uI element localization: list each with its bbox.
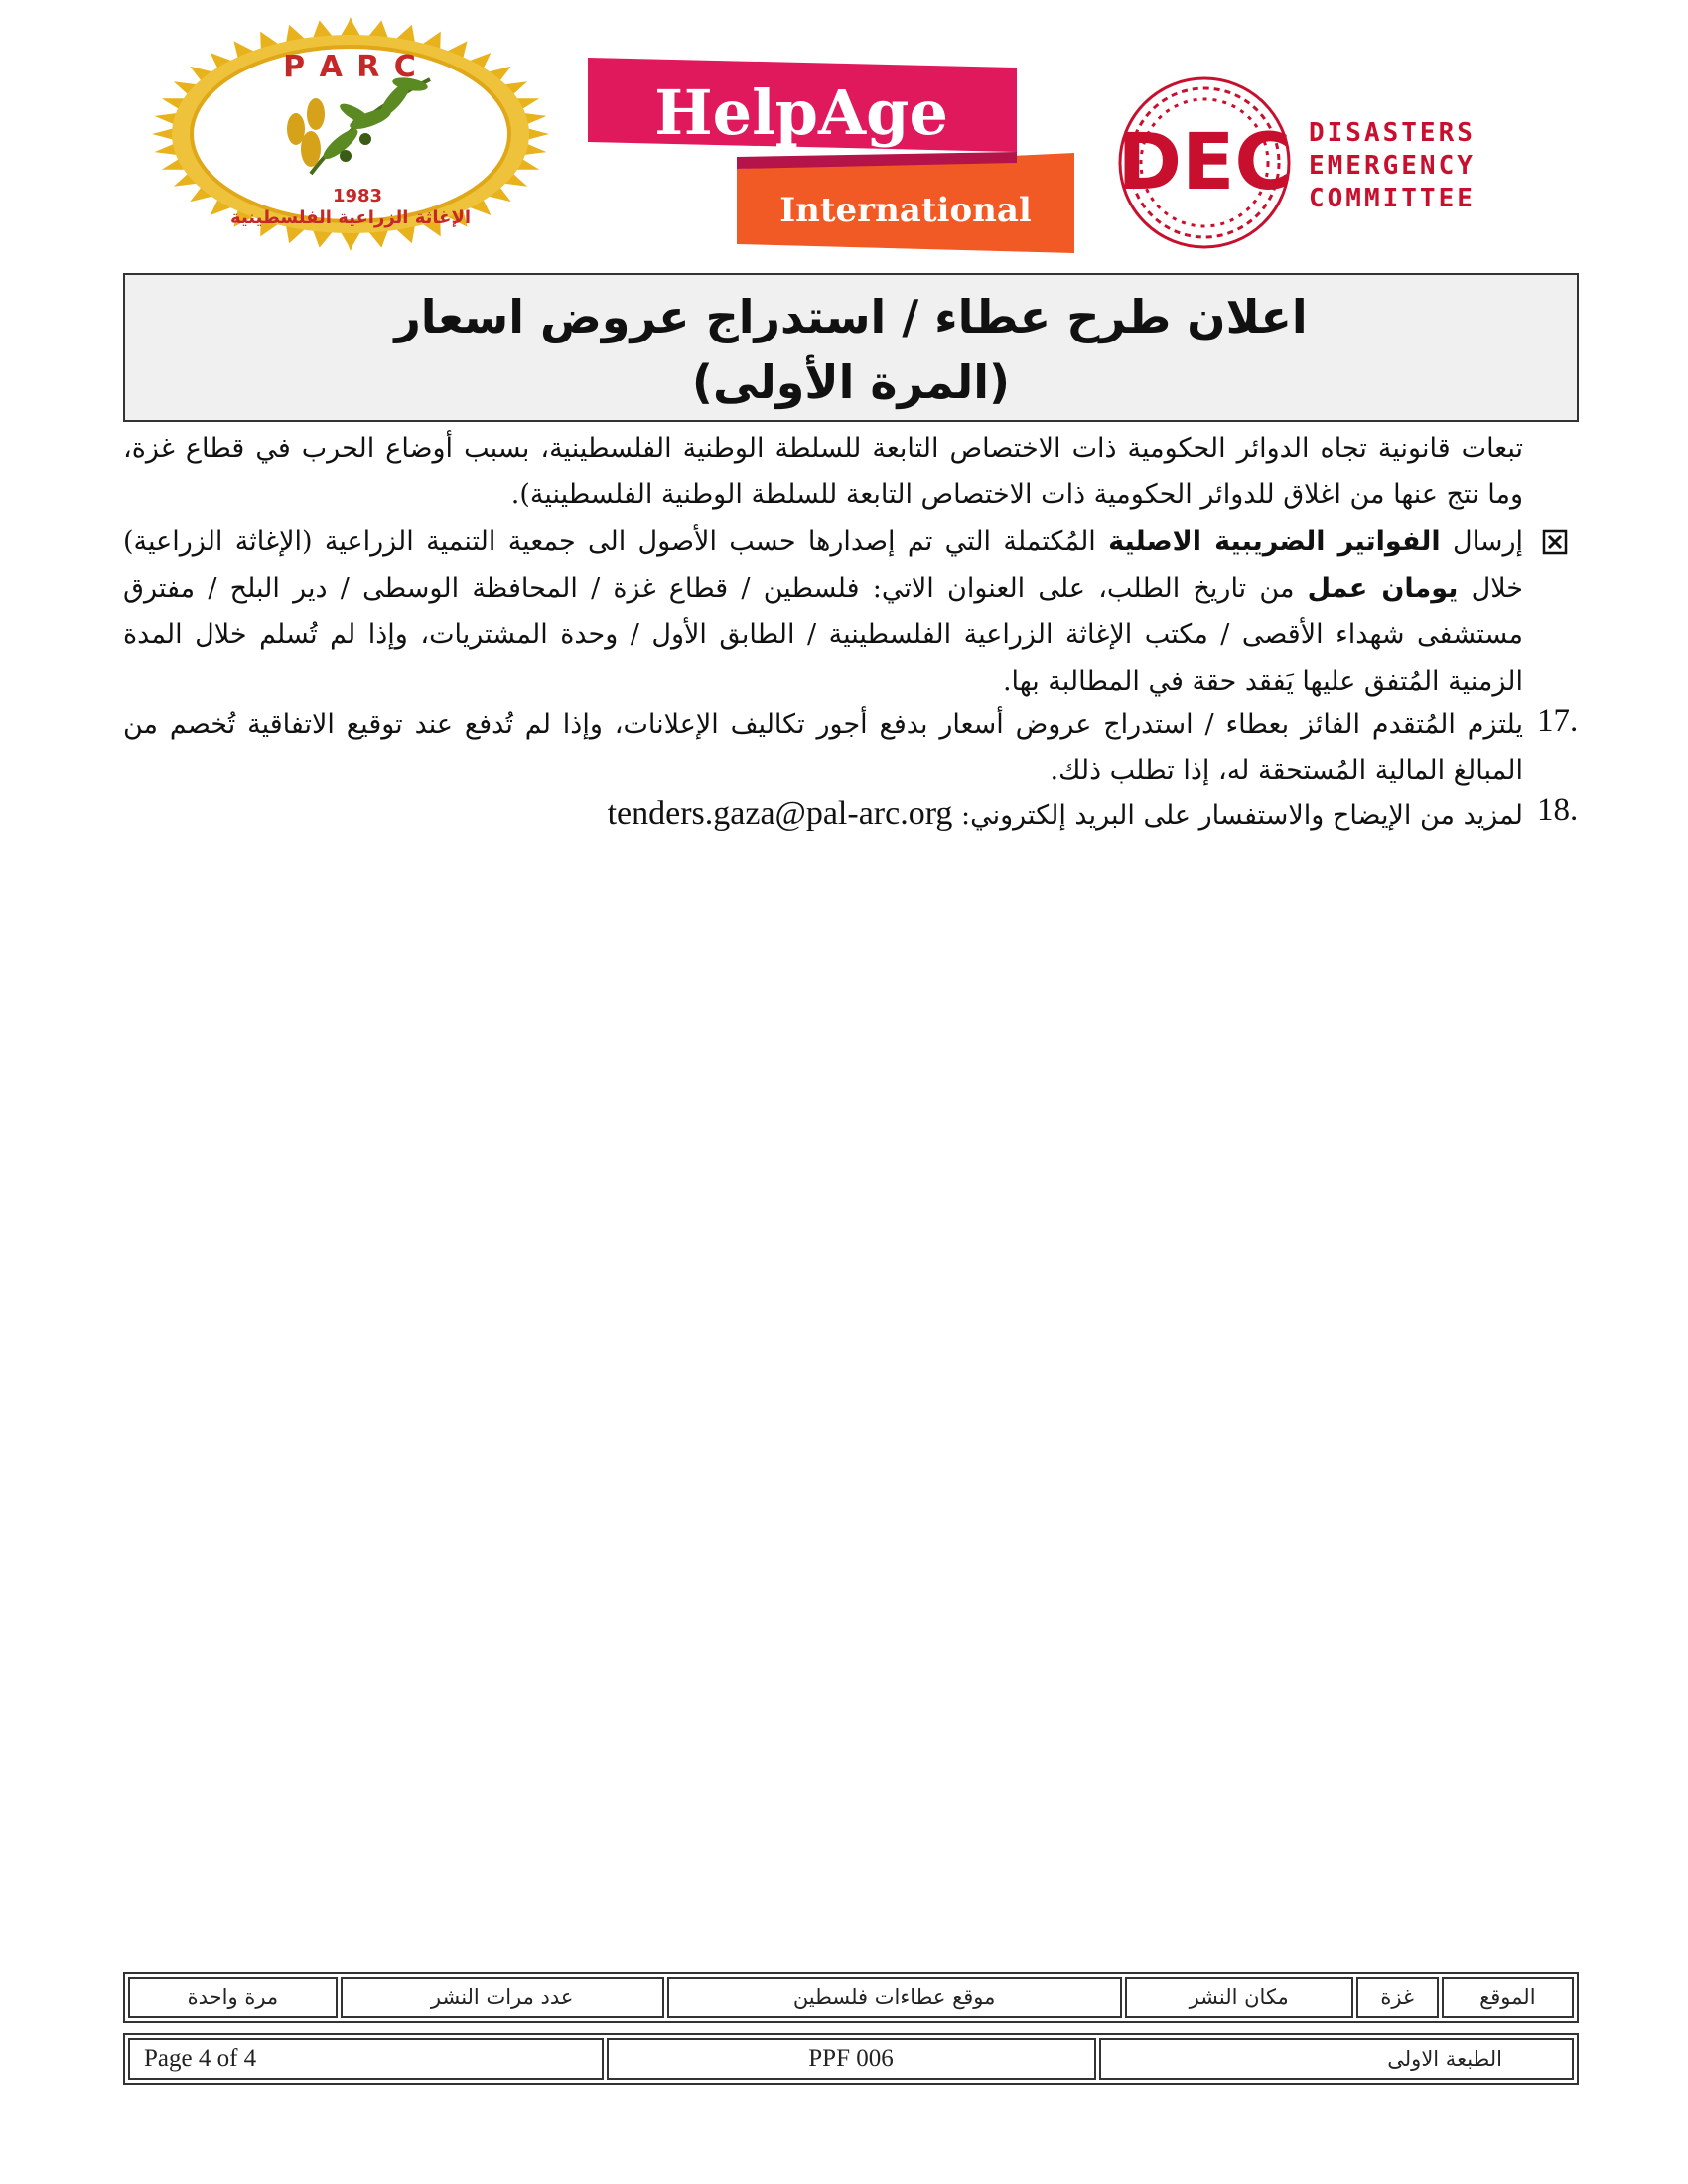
dec-logo-line1: DISASTERS (1309, 118, 1476, 148)
footer-info-table (123, 1972, 1579, 2023)
footer-cell-publish-count-value: مرة واحدة (128, 1977, 338, 2018)
parc-logo-text: P A R C (283, 50, 418, 84)
sun-ray (152, 128, 174, 140)
footer-page-table (123, 2033, 1579, 2085)
footer-page-number: Page 4 of 4 (128, 2038, 604, 2080)
footer-edition: الطبعة الاولى (1099, 2038, 1575, 2080)
parc-logo-year: 1983 (332, 186, 383, 206)
footer-cell-location-label: الموقع (1442, 1977, 1574, 2018)
item-18-paragraph (123, 790, 1523, 839)
parc-logo-arabic: الإغاثة الزراعية الفلسطينية (229, 207, 472, 228)
header-logos (0, 0, 1688, 263)
invoice-paragraph (123, 518, 1523, 705)
invoice-text-bold-1: الفواتير الضريبية الاصلية (1108, 526, 1441, 557)
item-18-number: 18. (1537, 792, 1579, 828)
helpage-logo-title: HelpAge (654, 76, 948, 149)
invoice-text-mid: المُكتملة التي تم إصدارها حسب الأصول الى جمعية التنمية الزراعية (الإغاثة الزراعية) خلال (123, 526, 1523, 604)
page-subtitle: (المرة الأولى) (691, 355, 1011, 409)
footer-cell-location-value: غزة (1356, 1977, 1439, 2018)
helpage-logo (588, 58, 1074, 253)
invoice-text-post: من تاريخ الطلب، على العنوان الاتي: فلسطين / قطاع غزة / المحافظة الوسطى / دير البلح / مفترق مستشفى شهداء الأقصى / مكتب الإغاثة الزراعية الفلسطينية / الطابق الأول / وحدة المشتريات، وإذا لم تُسلم خلال المدة الزمنية المُتفق عليها يَفقد حقة في المطالبة بها. (123, 573, 1523, 697)
page-title: اعلان طرح عطاء / استدراج عروض اسعار (394, 290, 1308, 343)
title-box (123, 273, 1579, 422)
item-17-text: يلتزم المُتقدم الفائز بعطاء / استدراج عروض أسعار بدفع أجور تكاليف الإعلانات، وإذا لم تُدفع عند توقيع الاتفاقية تُخصم من المبالغ المالية المُستحقة له، إذا تطلب ذلك. (123, 709, 1523, 786)
dec-logo (1110, 71, 1527, 255)
dec-logo-line2: EMERGENCY (1309, 151, 1476, 181)
parc-logo (147, 15, 554, 253)
sun-ray (340, 231, 360, 249)
sun-ray (340, 19, 360, 37)
footer-cell-publish-place-value: موقع عطاءات فلسطين (667, 1977, 1122, 2018)
invoice-text-pre: إرسال (1440, 526, 1523, 557)
sun-ray (527, 128, 549, 140)
invoice-text-bold-2: يومان عمل (1307, 573, 1459, 604)
footer-cell-publish-count-label: عدد مرات النشر (341, 1977, 664, 2018)
item-17-number: 17. (1537, 703, 1579, 739)
dec-logo-mark: DEC (1117, 118, 1292, 207)
item-18-text: لمزيد من الإيضاح والاستفسار على البريد إلكتروني: (952, 800, 1523, 831)
checkbox-x-icon (1542, 529, 1568, 555)
contact-email-link[interactable]: tenders.gaza@pal-arc.org (607, 795, 953, 832)
intro-paragraph: تبعات قانونية تجاه الدوائر الحكومية ذات الاختصاص التابعة للسلطة الوطنية الفلسطينية، بسبب أوضاع الحرب في قطاع غزة، وما نتج عنها من اغلاق للدوائر الحكومية ذات الاختصاص التابعة للسلطة الوطنية الفلسطينية). (123, 433, 1523, 510)
dec-logo-line3: COMMITTEE (1309, 184, 1476, 213)
footer-cell-publish-place-label: مكان النشر (1125, 1977, 1353, 2018)
helpage-logo-subtitle: International (779, 191, 1032, 230)
footer-form-code: PPF 006 (607, 2038, 1096, 2080)
